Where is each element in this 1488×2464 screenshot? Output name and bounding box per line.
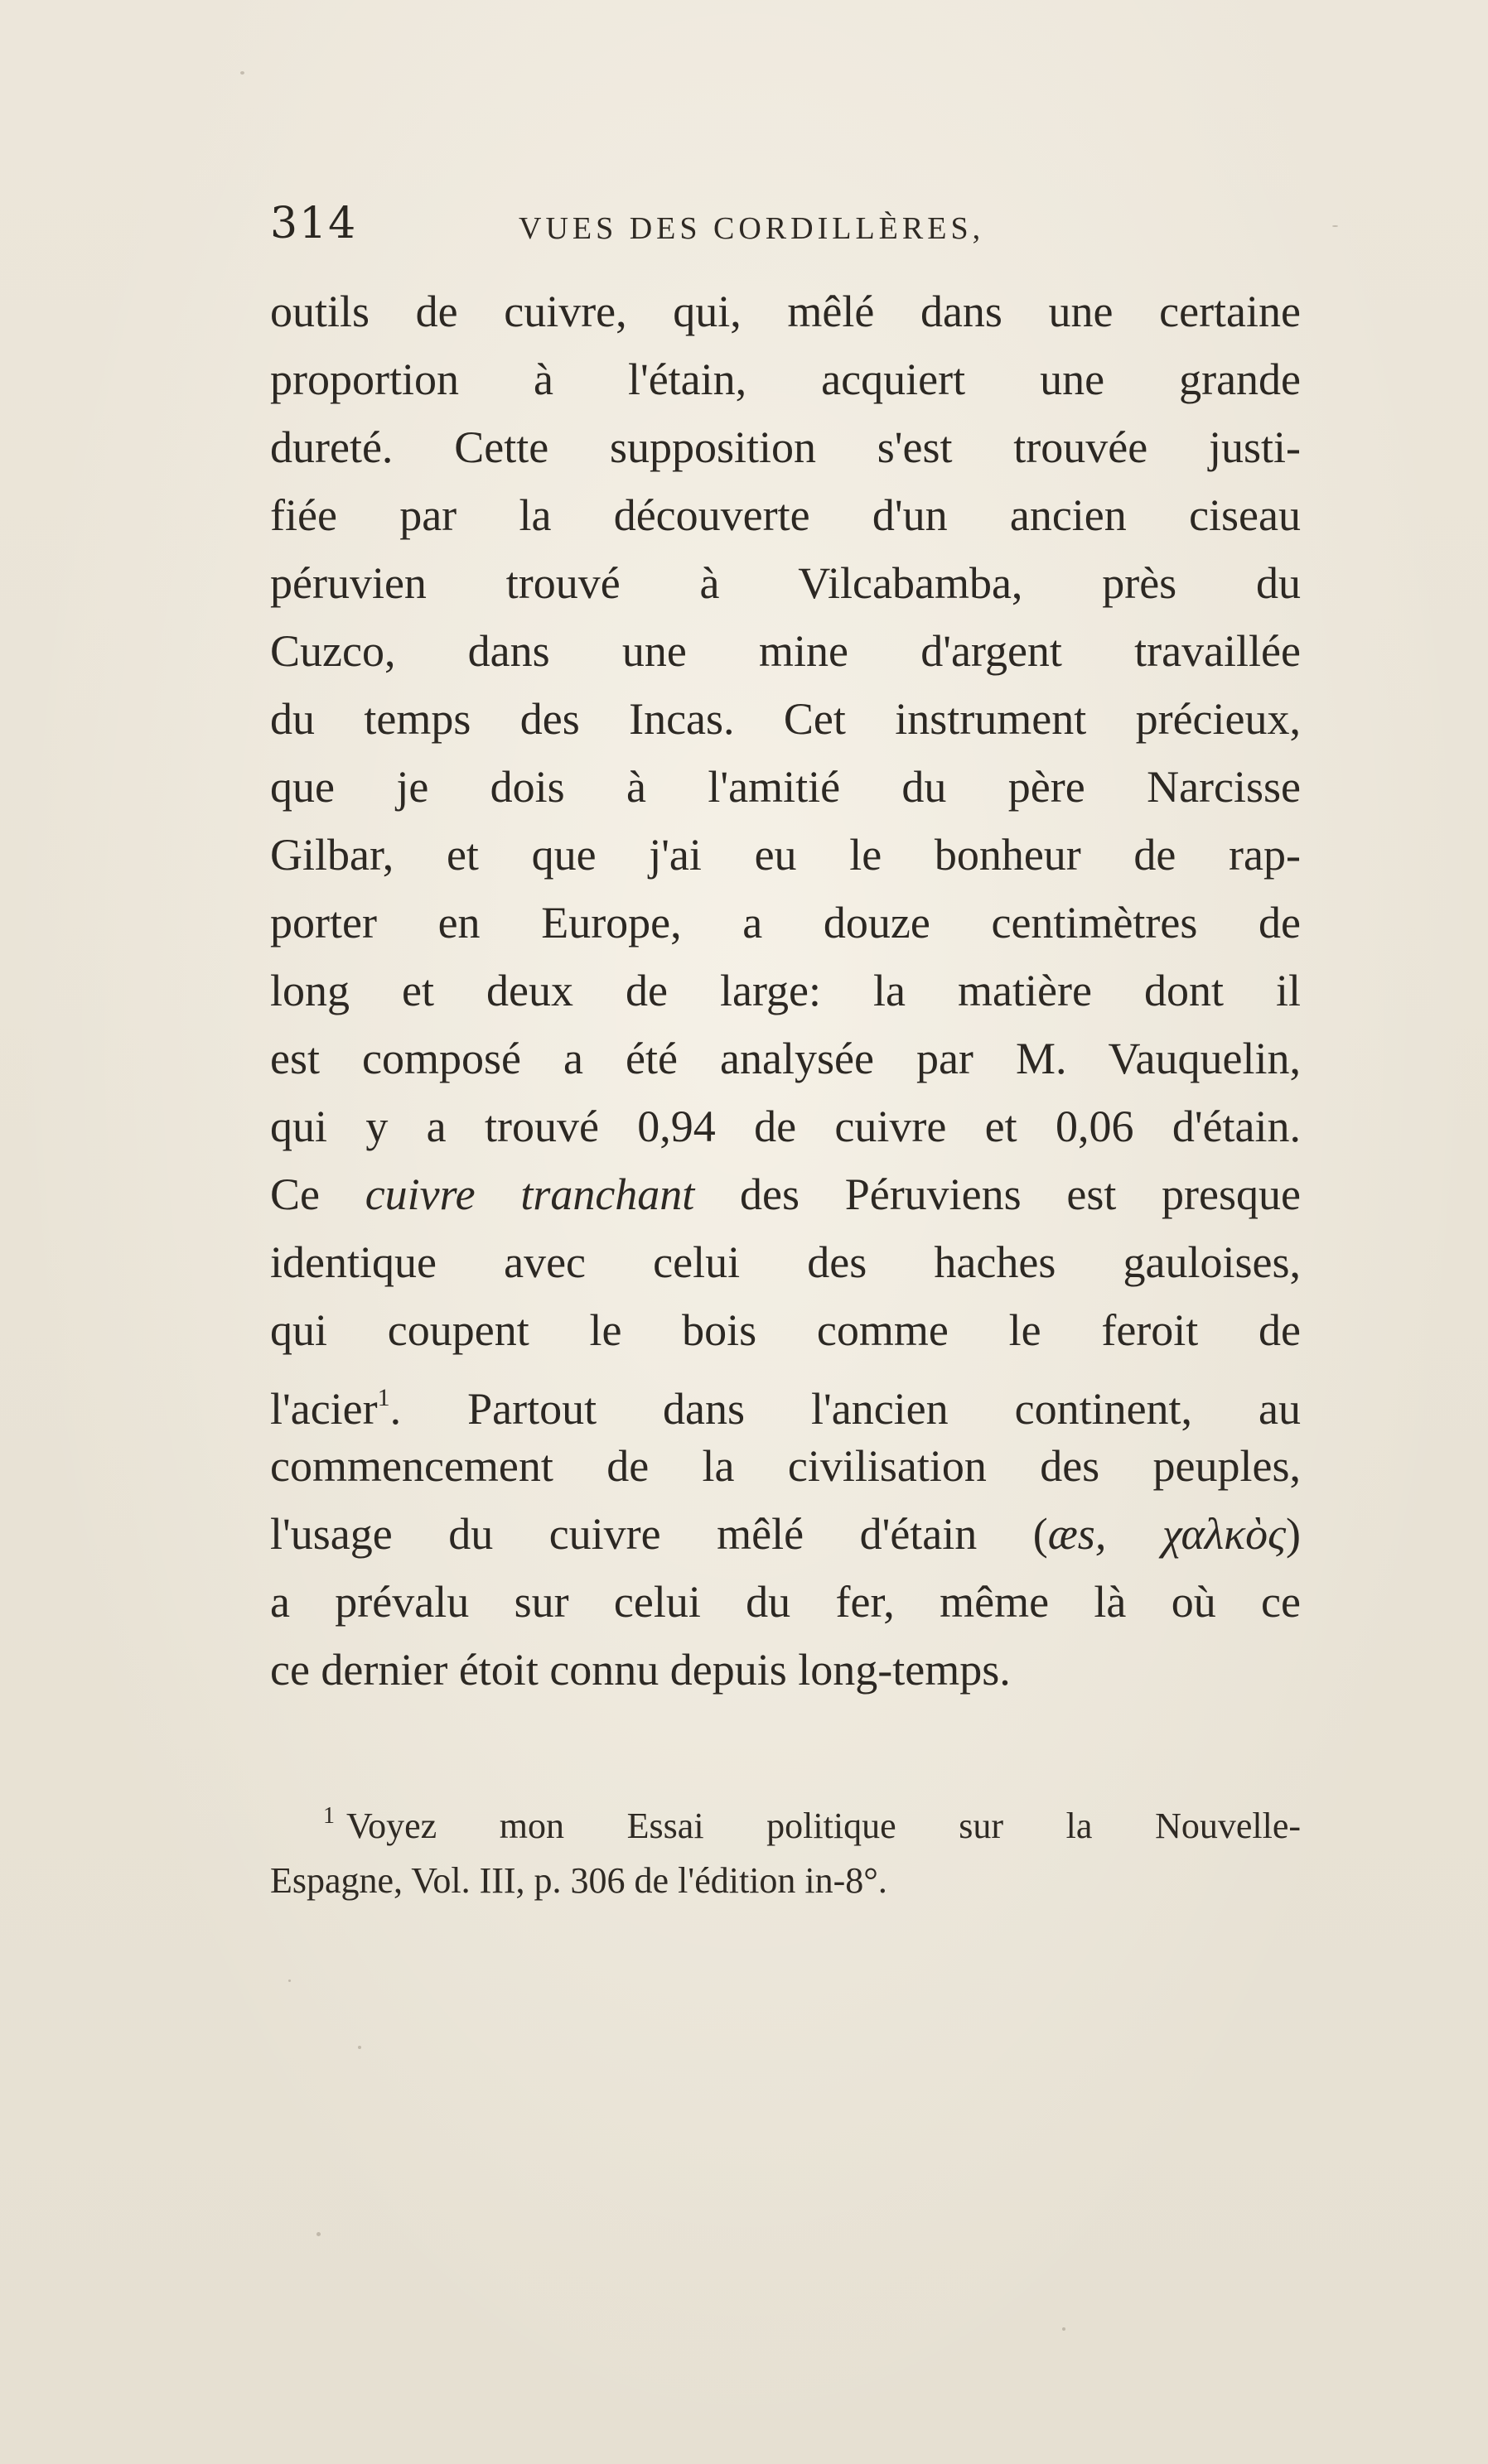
body-text [270,277,1301,1704]
text-line: du temps des Incas. Cet instrument précieux, [270,694,1301,744]
text-line: qui coupent le bois comme le feroit de [270,1305,1301,1355]
text-line: Gilbar, et que j'ai eu le bonheur de rap- [270,830,1301,880]
text-line: a prévalu sur celui du fer, même là où ce [270,1577,1301,1627]
footnote-mark: 1 [323,1803,335,1829]
page-header [270,199,1301,265]
text-line: outils de cuivre, qui, mêlé dans une certaine [270,287,1301,336]
text-line: Cuzco, dans une mine d'argent travaillée [270,626,1301,676]
text-line: identique avec celui des haches gauloises, [270,1237,1301,1287]
italic-phrase: æs, χαλκὸς [1047,1509,1287,1559]
text-line: dureté. Cette supposition s'est trouvée justi- [270,422,1301,472]
paper-speck [288,1979,291,1982]
paper-speck [358,2046,361,2049]
text-line: long et deux de large: la matière dont il [270,966,1301,1015]
text-run: l'usage du cuivre mêlé d'étain ( [270,1509,1048,1559]
text-line: est composé a été analysée par M. Vauquelin, [270,1034,1301,1083]
text-line: porter en Europe, a douze centimètres de [270,898,1301,948]
footnote-line [270,1789,1301,1854]
text-run: ) [1286,1509,1301,1559]
page-number: 314 [270,199,358,248]
footnote-text: Voyez mon Essai politique sur la Nouvelle- [346,1806,1301,1846]
text-line: péruvien trouvé à Vilcabamba, près du [270,558,1301,608]
footnote-reference: 1 [377,1384,390,1411]
footnote-line: Espagne, Vol. III, p. 306 de l'édition in-8°. [270,1860,887,1901]
text-run: des Péruviens est presque [694,1169,1301,1219]
paper-speck [1332,225,1338,227]
paper-speck [316,2232,321,2236]
text-run: l'acier [270,1384,378,1434]
text-line: fiée par la découverte d'un ancien ciseau [270,490,1301,540]
text-line: proportion à l'étain, acquiert une grande [270,354,1301,404]
paper-speck [1062,2327,1065,2331]
text-line: qui y a trouvé 0,94 de cuivre et 0,06 d'étain. [270,1102,1301,1151]
paper-speck [240,71,244,75]
running-head: VUES DES CORDILLÈRES, [519,211,985,246]
text-line [270,1160,1301,1228]
text-run: Ce [270,1169,365,1219]
text-line: que je dois à l'amitié du père Narcisse [270,762,1301,812]
text-line: ce dernier étoit connu depuis long-temps. [270,1645,1011,1695]
text-line [270,1364,1301,1432]
text-line: commencement de la civilisation des peuples, [270,1441,1301,1491]
text-line [270,1500,1301,1568]
footnote [270,1789,1301,1908]
italic-phrase: cuivre tranchant [365,1169,695,1219]
text-run: . Partout dans l'ancien continent, au [389,1384,1301,1434]
